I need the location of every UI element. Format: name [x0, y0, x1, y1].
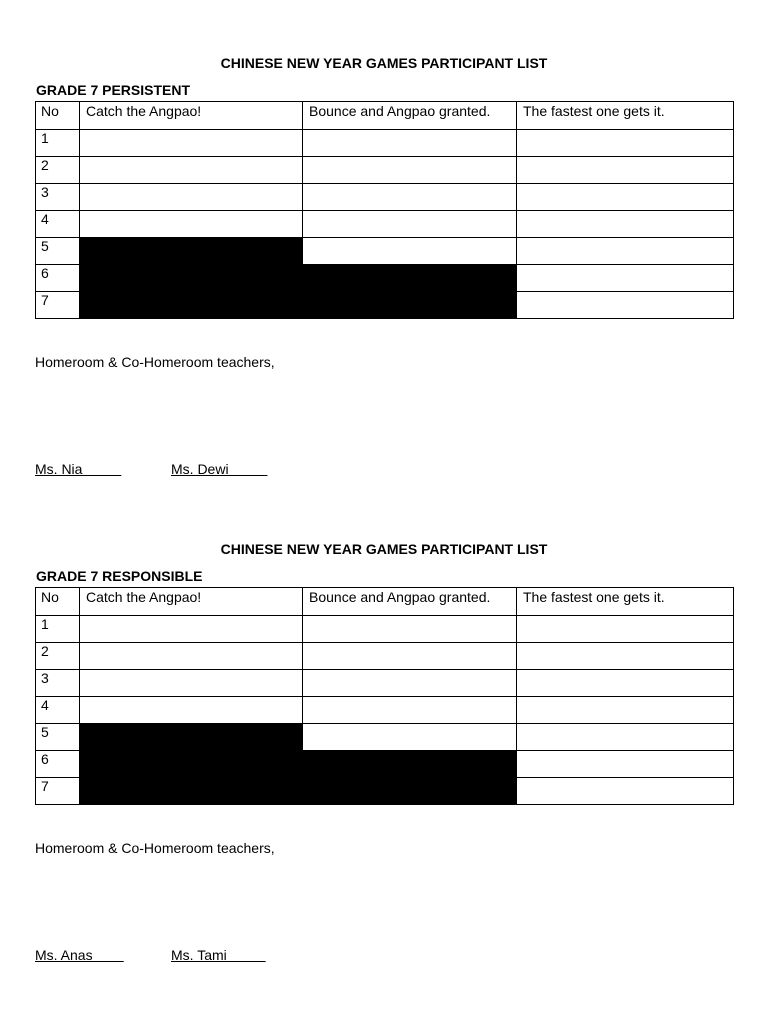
participant-cell[interactable]: [80, 130, 303, 157]
signature-co-homeroom-teacher: Ms. Dewi: [171, 461, 268, 477]
column-header-fastest-one: The fastest one gets it.: [517, 588, 734, 616]
redacted-cell: [80, 751, 303, 778]
table-row: [36, 670, 734, 697]
participant-cell[interactable]: [303, 616, 517, 643]
participant-cell[interactable]: [517, 778, 734, 805]
column-header-no: No: [36, 588, 80, 616]
column-header-bounce-and-angpao: Bounce and Angpao granted.: [303, 588, 517, 616]
participant-cell[interactable]: [80, 670, 303, 697]
row-number: 4: [36, 697, 80, 724]
participant-cell[interactable]: [80, 616, 303, 643]
participant-cell[interactable]: [303, 643, 517, 670]
participant-cell[interactable]: [303, 184, 517, 211]
redacted-cell: [80, 238, 303, 265]
participant-cell[interactable]: [517, 157, 734, 184]
participant-cell[interactable]: [303, 157, 517, 184]
column-header-no: No: [36, 102, 80, 130]
signature-co-homeroom-teacher: Ms. Tami: [171, 947, 266, 963]
redacted-cell: [303, 751, 517, 778]
table-header-row: [36, 588, 734, 616]
participant-cell[interactable]: [303, 211, 517, 238]
redacted-cell: [303, 292, 517, 319]
participant-cell[interactable]: [517, 292, 734, 319]
participant-cell[interactable]: [303, 697, 517, 724]
page-title: CHINESE NEW YEAR GAMES PARTICIPANT LIST: [220, 541, 548, 557]
row-number: 5: [36, 724, 80, 751]
participant-cell[interactable]: [303, 670, 517, 697]
column-header-fastest-one: The fastest one gets it.: [517, 102, 734, 130]
redacted-cell: [303, 265, 517, 292]
teachers-label: Homeroom & Co-Homeroom teachers,: [35, 840, 275, 856]
table-row: [36, 643, 734, 670]
page-title: CHINESE NEW YEAR GAMES PARTICIPANT LIST: [220, 55, 548, 71]
table-row: [36, 238, 734, 265]
participant-cell[interactable]: [517, 724, 734, 751]
participant-cell[interactable]: [517, 238, 734, 265]
table-row: [36, 211, 734, 238]
signature-homeroom-teacher: Ms. Anas: [35, 947, 124, 963]
table-row: [36, 265, 734, 292]
row-number: 7: [36, 292, 80, 319]
participant-cell[interactable]: [517, 670, 734, 697]
participant-cell[interactable]: [80, 697, 303, 724]
row-number: 6: [36, 751, 80, 778]
participant-cell[interactable]: [80, 211, 303, 238]
participant-cell[interactable]: [517, 697, 734, 724]
participant-cell[interactable]: [517, 184, 734, 211]
row-number: 6: [36, 265, 80, 292]
redacted-cell: [80, 724, 303, 751]
participant-cell[interactable]: [303, 724, 517, 751]
row-number: 2: [36, 643, 80, 670]
column-header-bounce-and-angpao: Bounce and Angpao granted.: [303, 102, 517, 130]
redacted-cell: [80, 778, 303, 805]
row-number: 3: [36, 670, 80, 697]
participant-table: [35, 587, 734, 805]
table-row: [36, 157, 734, 184]
redacted-cell: [303, 778, 517, 805]
row-number: 4: [36, 211, 80, 238]
table-row: [36, 292, 734, 319]
table-row: [36, 616, 734, 643]
row-number: 2: [36, 157, 80, 184]
table-row: [36, 184, 734, 211]
redacted-cell: [80, 292, 303, 319]
column-header-catch-the-angpao: Catch the Angpao!: [80, 588, 303, 616]
participant-cell[interactable]: [303, 130, 517, 157]
participant-cell[interactable]: [80, 157, 303, 184]
participant-cell[interactable]: [80, 643, 303, 670]
participant-cell[interactable]: [517, 751, 734, 778]
participant-cell[interactable]: [517, 130, 734, 157]
class-heading: GRADE 7 PERSISTENT: [36, 82, 191, 98]
row-number: 5: [36, 238, 80, 265]
participant-cell[interactable]: [517, 643, 734, 670]
row-number: 1: [36, 130, 80, 157]
participant-table: [35, 101, 734, 319]
participant-cell[interactable]: [517, 616, 734, 643]
table-row: [36, 697, 734, 724]
table-row: [36, 130, 734, 157]
table-row: [36, 724, 734, 751]
class-heading: GRADE 7 RESPONSIBLE: [36, 568, 203, 584]
row-number: 7: [36, 778, 80, 805]
column-header-catch-the-angpao: Catch the Angpao!: [80, 102, 303, 130]
table-row: [36, 751, 734, 778]
participant-cell[interactable]: [517, 265, 734, 292]
row-number: 1: [36, 616, 80, 643]
participant-cell[interactable]: [517, 211, 734, 238]
table-header-row: [36, 102, 734, 130]
signature-homeroom-teacher: Ms. Nia: [35, 461, 122, 477]
participant-cell[interactable]: [80, 184, 303, 211]
teachers-label: Homeroom & Co-Homeroom teachers,: [35, 354, 275, 370]
redacted-cell: [80, 265, 303, 292]
table-row: [36, 778, 734, 805]
row-number: 3: [36, 184, 80, 211]
participant-cell[interactable]: [303, 238, 517, 265]
